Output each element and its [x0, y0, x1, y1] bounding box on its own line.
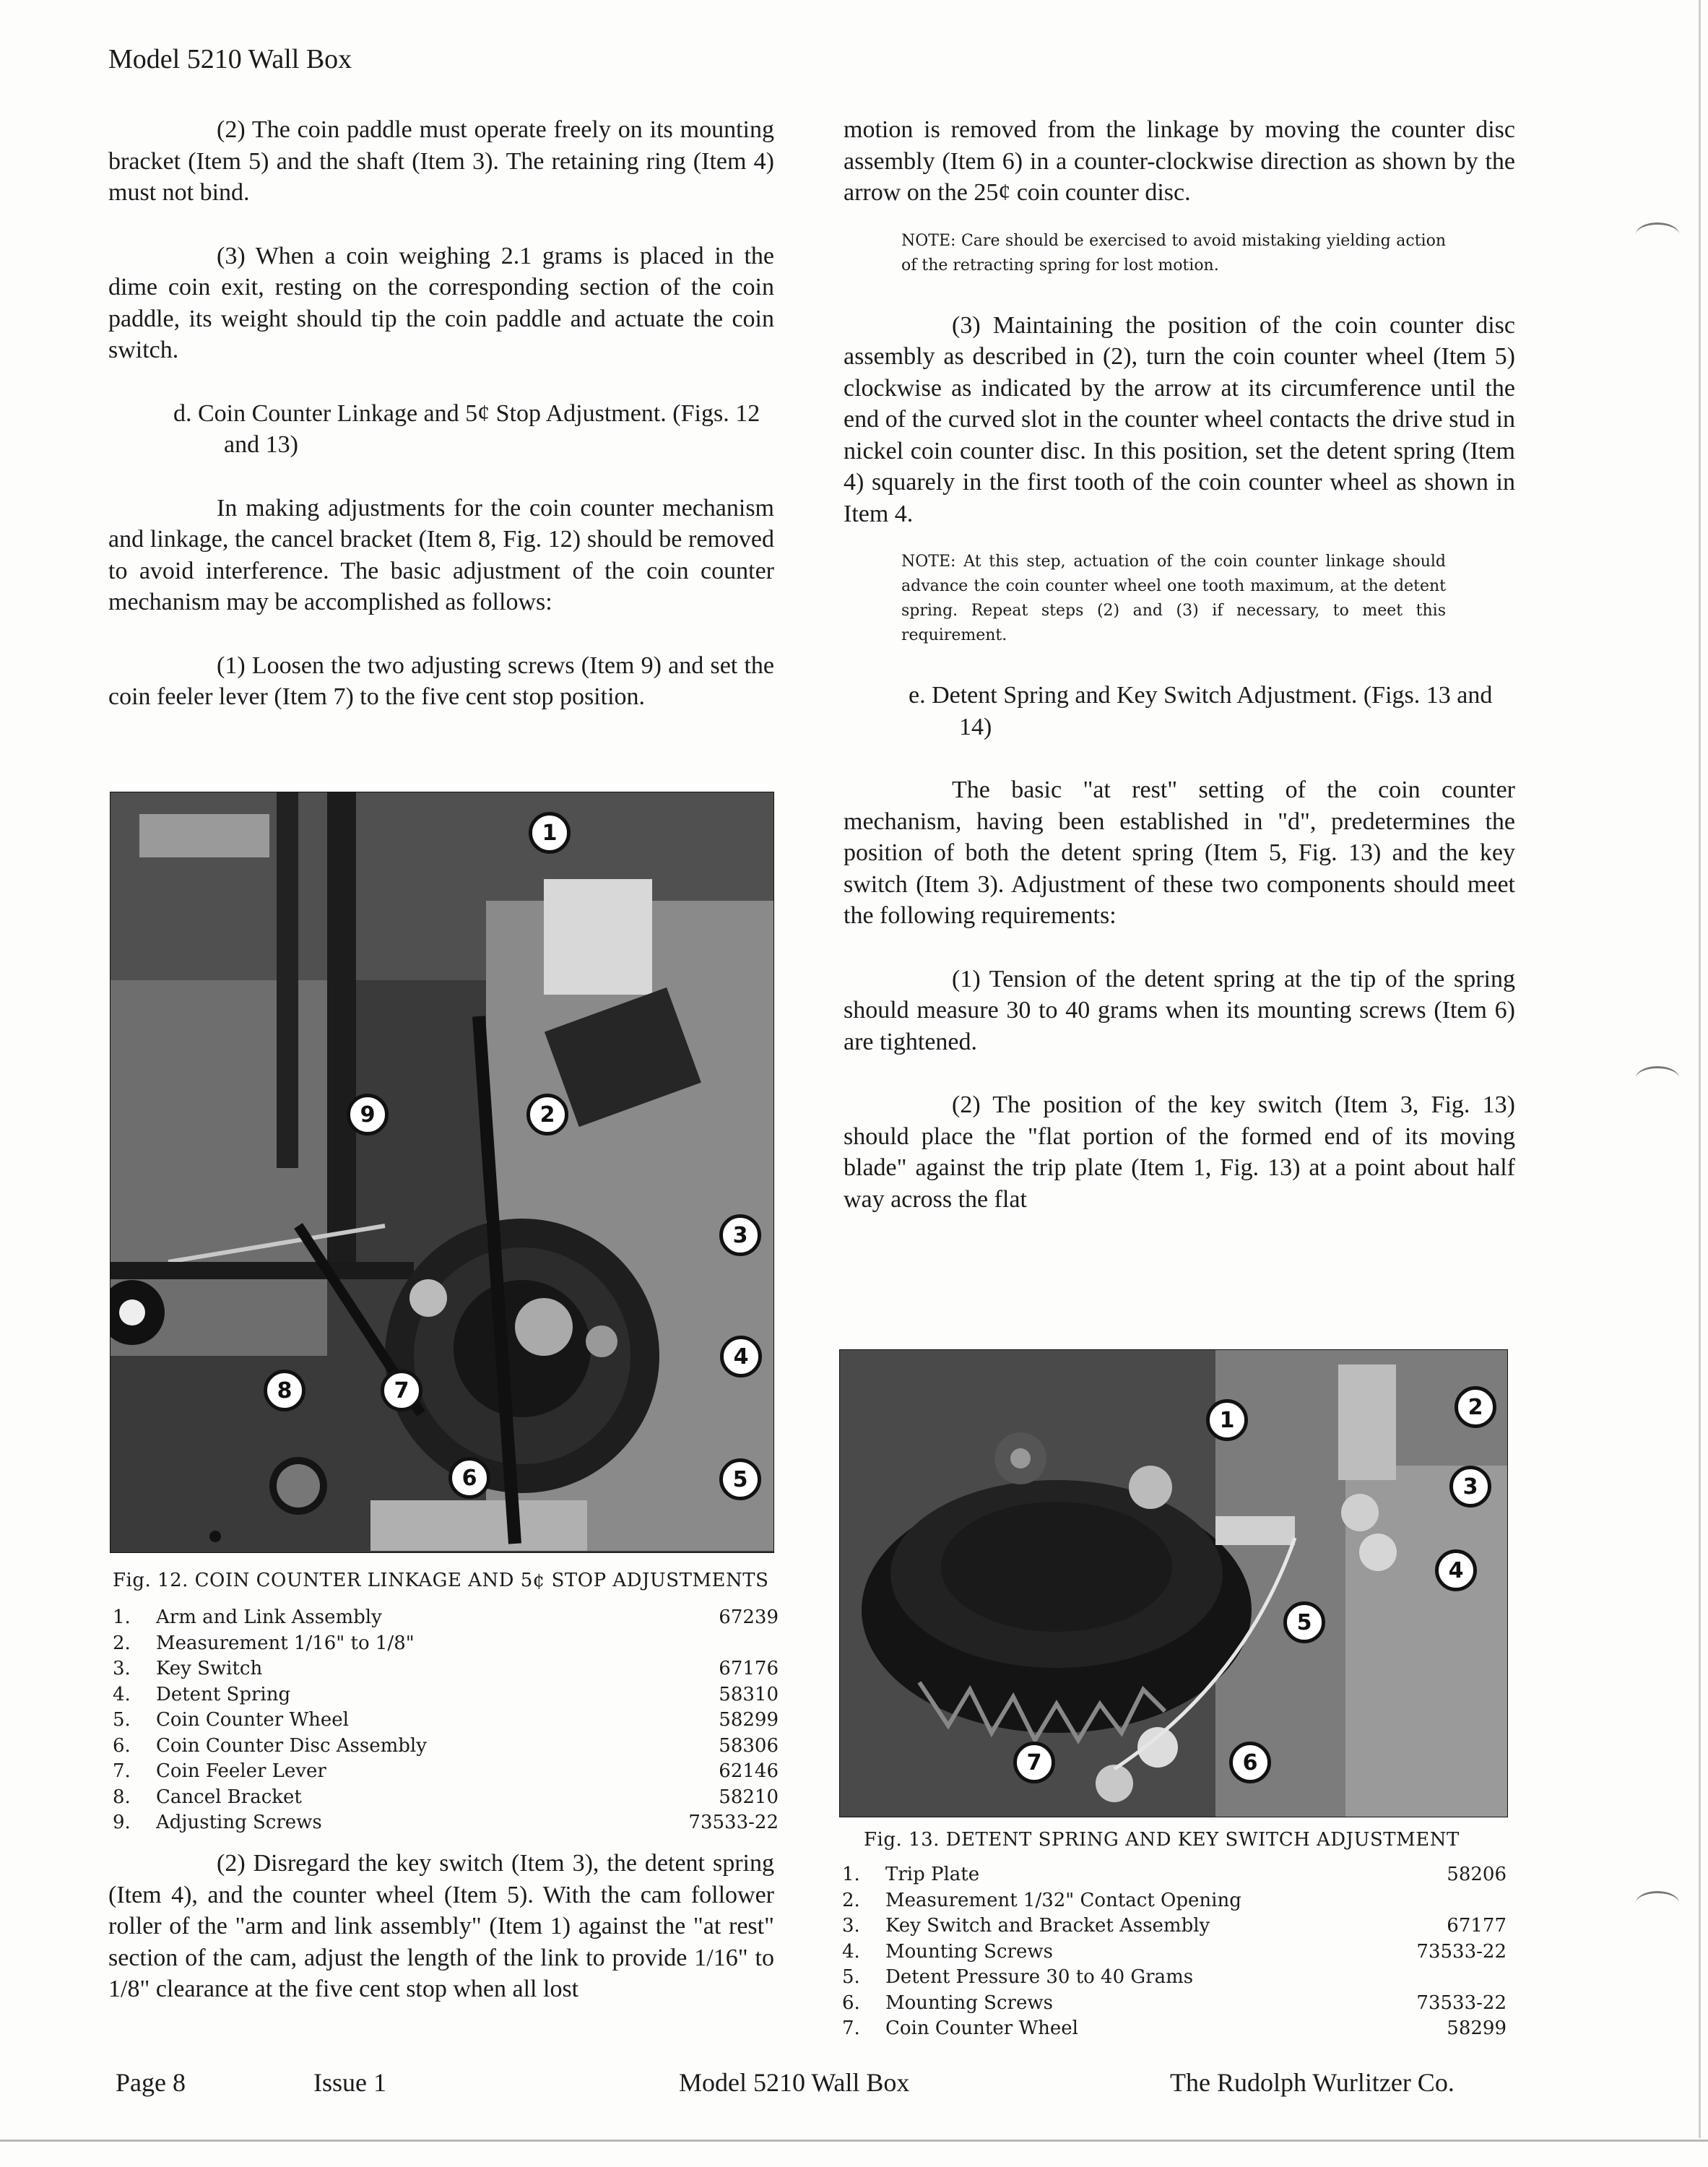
coin-counter-linkage-photo [110, 792, 773, 1552]
parts-row: 8. Cancel Bracket 58210 [113, 1786, 779, 1808]
parts-row: 6. Coin Counter Disc Assembly 58306 [113, 1734, 779, 1757]
paragraph: The basic "at rest" setting of the coin counter mechanism, having been established in "d", predetermines the position of both the detent spring (Item 5, Fig. 13) and the key switch (Item 3). Adjustment of these two components should meet the following requirements: [844, 777, 1515, 929]
paragraph: (1) Tension of the detent spring at the tip of the spring should measure 30 to 40 grams when its mounting screws (Item 6) are tightened. [844, 965, 1515, 1055]
callout-6: 6 [1229, 1742, 1271, 1783]
section-heading-d: d. Coin Counter Linkage and 5¢ Stop Adjustment. (Figs. 12 and 13) [173, 399, 760, 458]
page-edge [1699, 0, 1701, 2138]
figure-12-caption: Fig. 12. COIN COUNTER LINKAGE AND 5¢ STOP ADJUSTMENTS [113, 1570, 769, 1591]
paragraph: In making adjustments for the coin counter mechanism and linkage, the cancel bracket (Item 8, Fig. 12) should be removed to avoid interference. The basic adjustment of the coin counter mechanism may be accomplished as follows: [108, 494, 774, 615]
callout-3: 3 [719, 1214, 761, 1256]
parts-row: 3. Key Switch and Bracket Assembly 67177 [842, 1915, 1507, 1937]
parts-row: 1. Trip Plate 58206 [842, 1864, 1507, 1885]
figure-12-photo [110, 792, 774, 1553]
figure-13-photo [839, 1349, 1508, 1817]
paragraph: (2) The coin paddle must operate freely on its mounting bracket (Item 5) and the shaft (Item 3). The retaining ring (Item 4) must not bind. [108, 116, 774, 206]
parts-row: 4. Detent Spring 58310 [113, 1683, 779, 1705]
parts-row: 3. Key Switch 67176 [113, 1658, 779, 1679]
right-column [844, 114, 1515, 1247]
callout-7: 7 [1013, 1742, 1055, 1783]
footer-page: Page 8 [116, 2068, 186, 2097]
binder-hole-mark [1636, 1066, 1679, 1090]
parts-row: 2. Measurement 1/32" Contact Opening [842, 1889, 1241, 1911]
binder-hole-mark [1636, 222, 1679, 246]
callout-1: 1 [1206, 1399, 1248, 1441]
detent-spring-photo [840, 1350, 1507, 1817]
footer-model: Model 5210 Wall Box [679, 2068, 910, 2097]
parts-row: 5. Detent Pressure 30 to 40 Grams [842, 1966, 1194, 1988]
callout-9: 9 [347, 1094, 389, 1136]
paragraph: (3) Maintaining the position of the coin counter disc assembly as described in (2), turn the coin counter wheel (Item 5) clockwise as indicated by the arrow at its circumference until the end of the curved slot in the counter wheel contacts the drive stud in nickel coin counter disc. In this position, set the detent spring (Item 4) squarely in the first tooth of the coin counter wheel as shown in Item 4. [844, 311, 1515, 527]
figure-13-caption: Fig. 13. DETENT SPRING AND KEY SWITCH ADJUSTMENT [864, 1829, 1460, 1851]
callout-6: 6 [448, 1457, 490, 1499]
callout-4: 4 [1435, 1549, 1477, 1591]
callout-5: 5 [719, 1458, 761, 1500]
callout-7: 7 [381, 1370, 422, 1411]
parts-row: 1. Arm and Link Assembly 67239 [113, 1606, 779, 1628]
paragraph: (2) Disregard the key switch (Item 3), the detent spring (Item 4), and the counter wheel (Item 5). With the cam follower roller of the "arm and link assembly" (Item 1) against the "at rest" section of the cam, adjust the length of the link to provide 1/16" to 1/8" clearance at the five cent stop when all lost [108, 1850, 774, 2002]
left-column-continued [108, 1848, 774, 2037]
footer-company: The Rudolph Wurlitzer Co. [1170, 2068, 1455, 2097]
note: NOTE: Care should be exercised to avoid mistaking yielding action of the retracting spring for lost motion. [901, 231, 1446, 274]
parts-row: 7. Coin Counter Wheel 58299 [842, 2017, 1507, 2039]
paragraph: (1) Loosen the two adjusting screws (Item 9) and set the coin feeler lever (Item 7) to the five cent stop position. [108, 652, 774, 710]
section-heading-e: e. Detent Spring and Key Switch Adjustment. (Figs. 13 and 14) [909, 682, 1493, 740]
running-header: Model 5210 Wall Box [108, 44, 352, 74]
paragraph: motion is removed from the linkage by moving the counter disc assembly (Item 6) in a counter-clockwise direction as shown by the arrow on the 25¢ coin counter disc. [844, 116, 1515, 206]
figure-12-parts-list [113, 1605, 779, 1836]
parts-row: 4. Mounting Screws 73533-22 [842, 1940, 1507, 1963]
left-column [108, 114, 774, 745]
parts-row: 5. Coin Counter Wheel 58299 [113, 1709, 779, 1731]
paragraph: (2) The position of the key switch (Item 3, Fig. 13) should place the "flat portion of the formed end of its moving blade" against the trip plate (Item 1, Fig. 13) at a point about half way across the flat [844, 1091, 1515, 1213]
parts-row: 6. Mounting Screws 73533-22 [842, 1991, 1507, 2014]
callout-5: 5 [1283, 1601, 1325, 1643]
parts-row: 2. Measurement 1/16" to 1/8" [113, 1632, 415, 1654]
callout-2: 2 [1455, 1386, 1496, 1428]
callout-1: 1 [529, 812, 571, 854]
callout-4: 4 [720, 1336, 762, 1377]
paragraph: (3) When a coin weighing 2.1 grams is placed in the dime coin exit, resting on the corresponding section of the coin paddle, its weight should tip the coin paddle and actuate the coin switch. [108, 242, 774, 363]
footer-issue: Issue 1 [313, 2068, 386, 2097]
callout-8: 8 [264, 1370, 305, 1411]
callout-2: 2 [526, 1094, 568, 1136]
note: NOTE: At this step, actuation of the coin counter linkage should advance the coin counter wheel one tooth maximum, at the detent spring. Repeat steps (2) and (3) if necessary, to meet this requirement. [901, 553, 1446, 644]
parts-row: 9. Adjusting Screws 73533-22 [113, 1812, 779, 1833]
binder-hole-mark [1636, 1891, 1679, 1915]
page-bottom-edge [0, 2140, 1708, 2142]
figure-13-parts-list [842, 1862, 1507, 2042]
parts-row: 7. Coin Feeler Lever 62146 [113, 1760, 779, 1782]
callout-3: 3 [1449, 1466, 1491, 1508]
